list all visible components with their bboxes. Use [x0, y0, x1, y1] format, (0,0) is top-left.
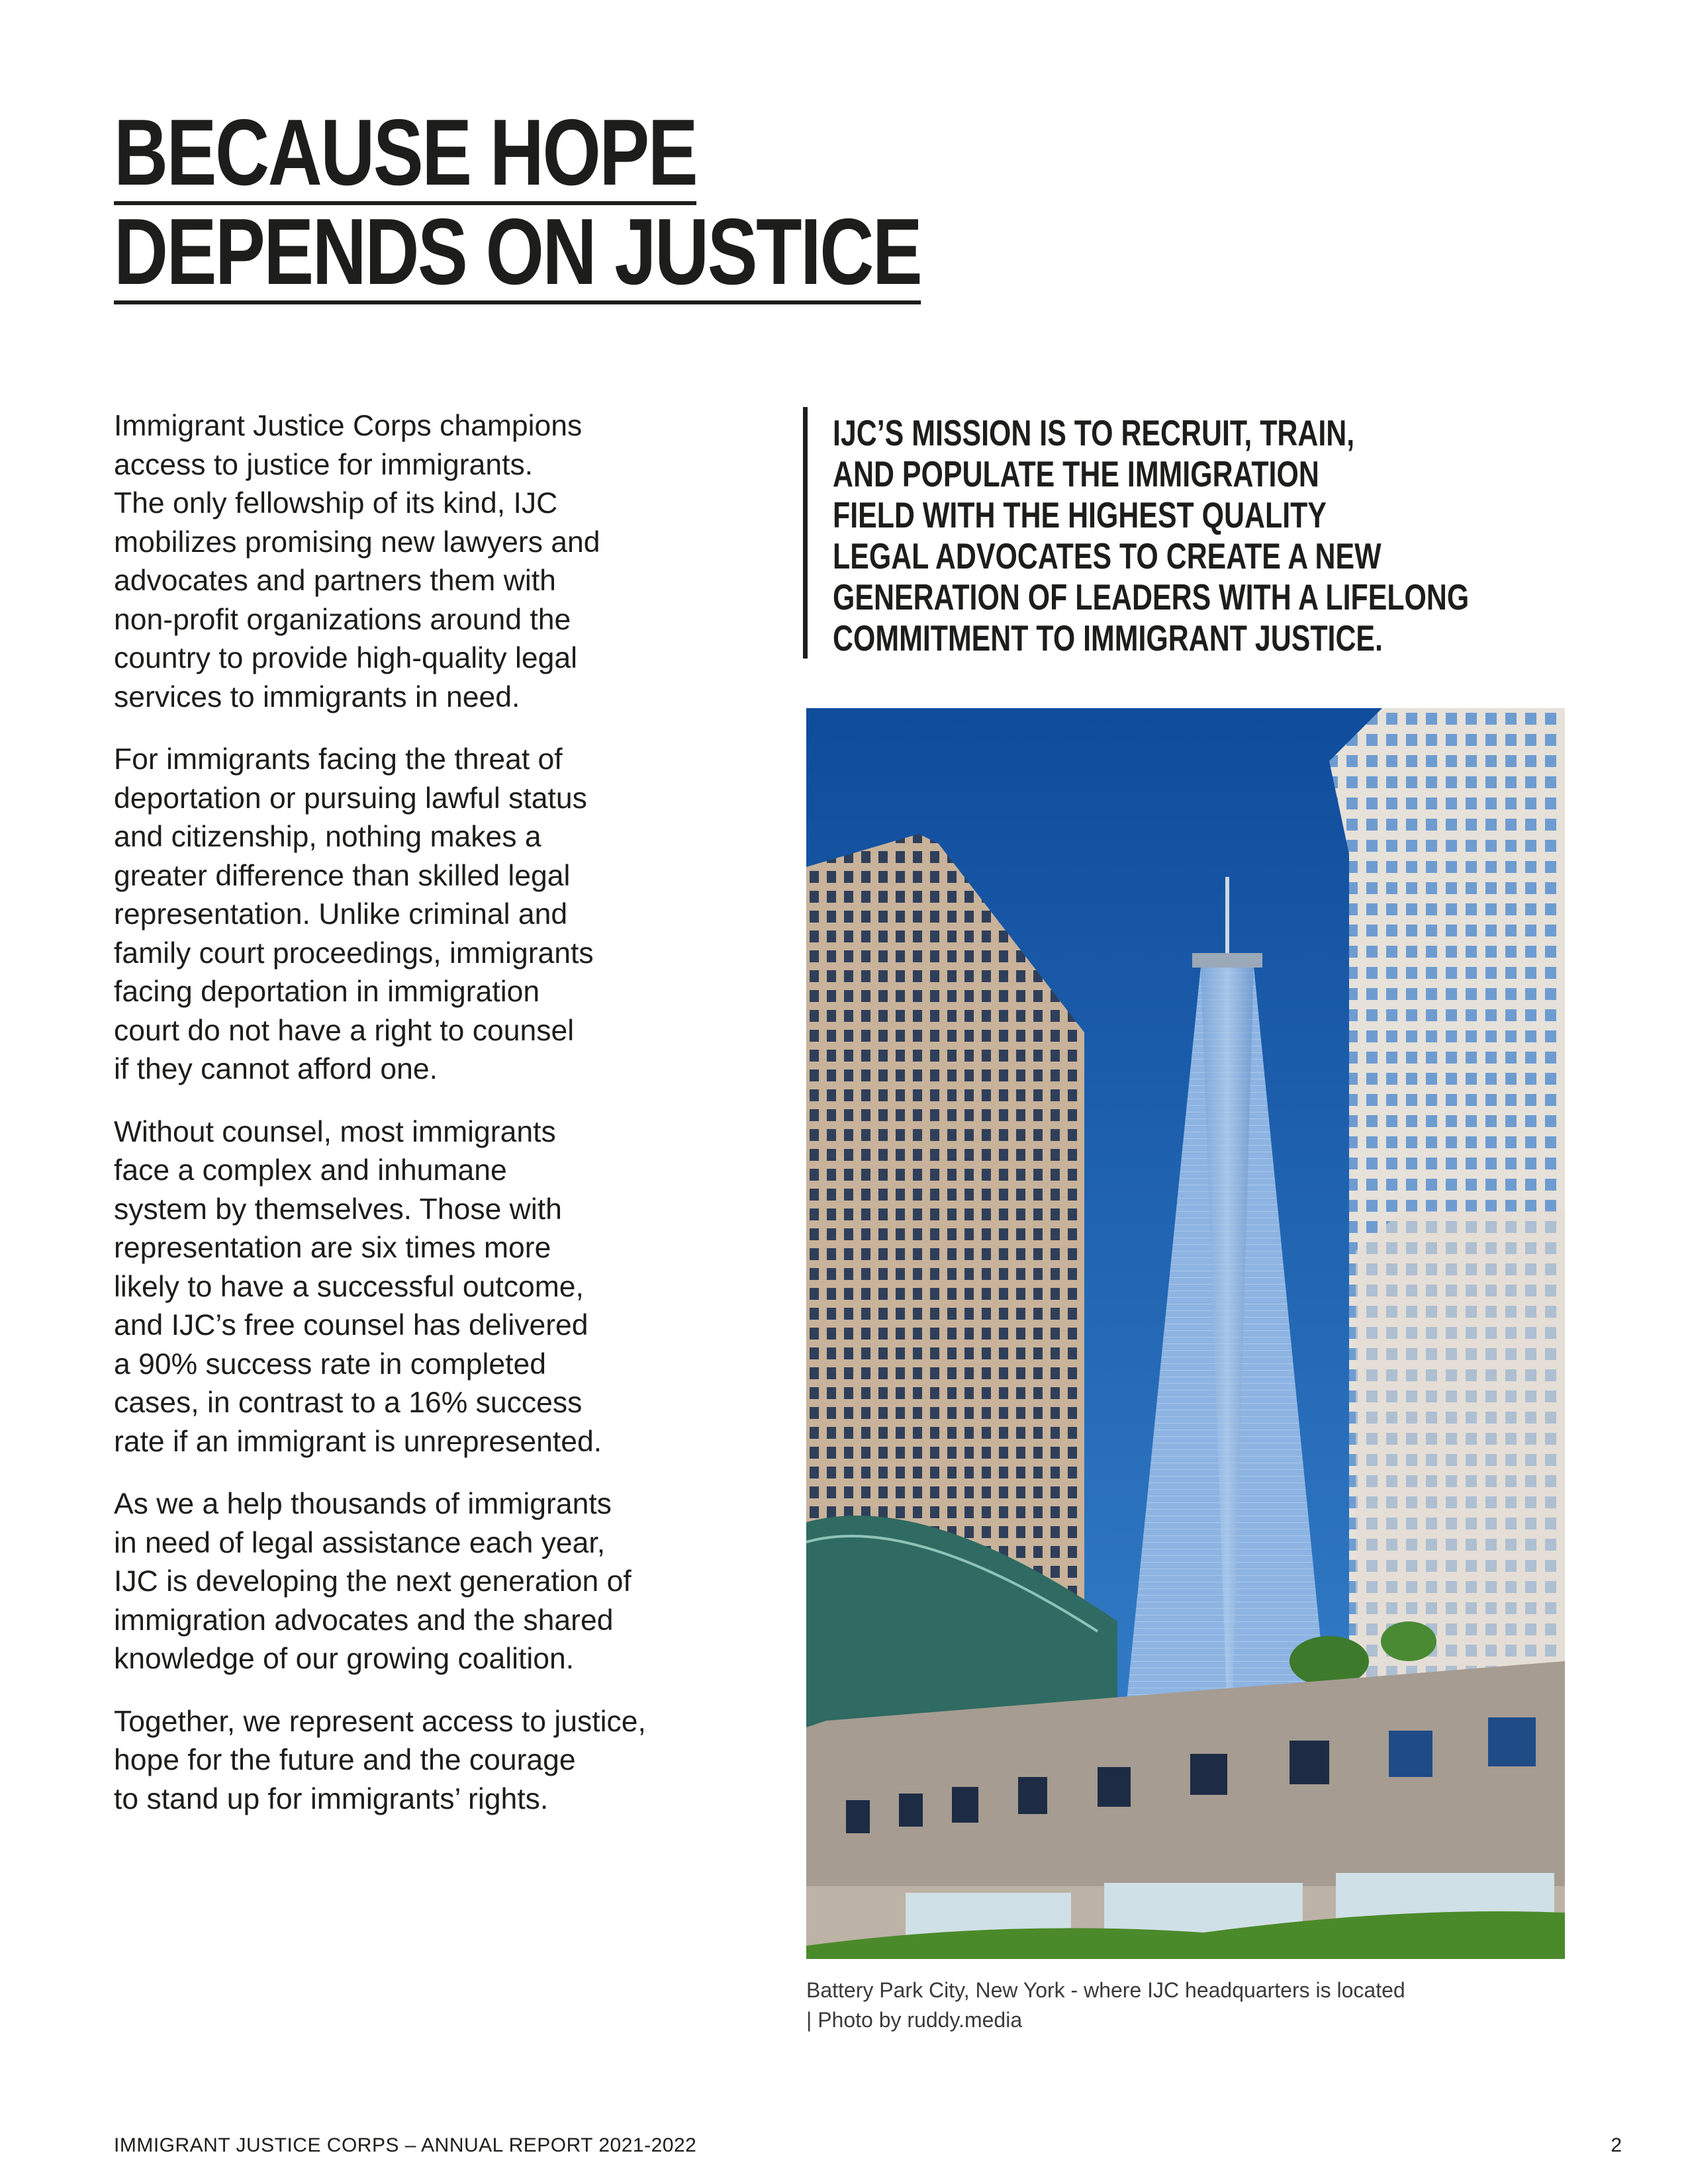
mission-pull-quote	[803, 407, 1549, 659]
page-title	[114, 100, 921, 304]
skyline-illustration	[806, 708, 1565, 1959]
title-line-2: DEPENDS ON JUSTICE	[114, 199, 921, 304]
body-paragraph-5: Together, we represent access to justice, hope for the future and the courage to stand up for immigrants’ rights.	[114, 1705, 646, 1815]
body-paragraph-1: Immigrant Justice Corps champions access to justice for immigrants. The only fellowship of its kind, IJC mobilizes promising new lawyers and advocates and partners them with non-profit organizations around the country to provide high-quality legal services to immigrants in need.	[114, 410, 600, 713]
title-line-1: BECAUSE HOPE	[114, 100, 697, 205]
page-number: 2	[1611, 2134, 1622, 2156]
body-text-column	[114, 407, 696, 1843]
footer-report-title: IMMIGRANT JUSTICE CORPS – ANNUAL REPORT 2021-2022	[114, 2134, 697, 2156]
body-paragraph-3: Without counsel, most immigrants face a complex and inhumane system by themselves. Those with representation are six times more likely to have a successful outcome, and IJC’s free counsel has delivered a 90% success rate in completed cases, in contrast to a 16% success rate if an immigrant is unrepresented.	[114, 1115, 602, 1458]
body-paragraph-4: As we a help thousands of immigrants in need of legal assistance each year, IJC is developing the next generation of immigration advocates and the shared knowledge of our growing coalition.	[114, 1488, 632, 1675]
mission-statement: IJC’S MISSION IS TO RECRUIT, TRAIN, AND POPULATE THE IMMIGRATION FIELD WITH THE HIGHEST QUALITY LEGAL ADVOCATES TO CREATE A NEW GENERATION OF LEADERS WITH A LIFELONG COMMITMENT TO IMMIGRANT JUSTICE.	[833, 412, 1470, 659]
body-paragraph-2: For immigrants facing the threat of deportation or pursuing lawful status and citizenship, nothing makes a greater difference than skilled legal representation. Unlike criminal and family court proceedings, immigrants facing deportation in immigration court do not have a right to counsel if they cannot afford one.	[114, 743, 594, 1085]
battery-park-photo	[806, 708, 1565, 1959]
photo-caption: Battery Park City, New York - where IJC headquarters is located | Photo by ruddy.media	[806, 1978, 1405, 2032]
